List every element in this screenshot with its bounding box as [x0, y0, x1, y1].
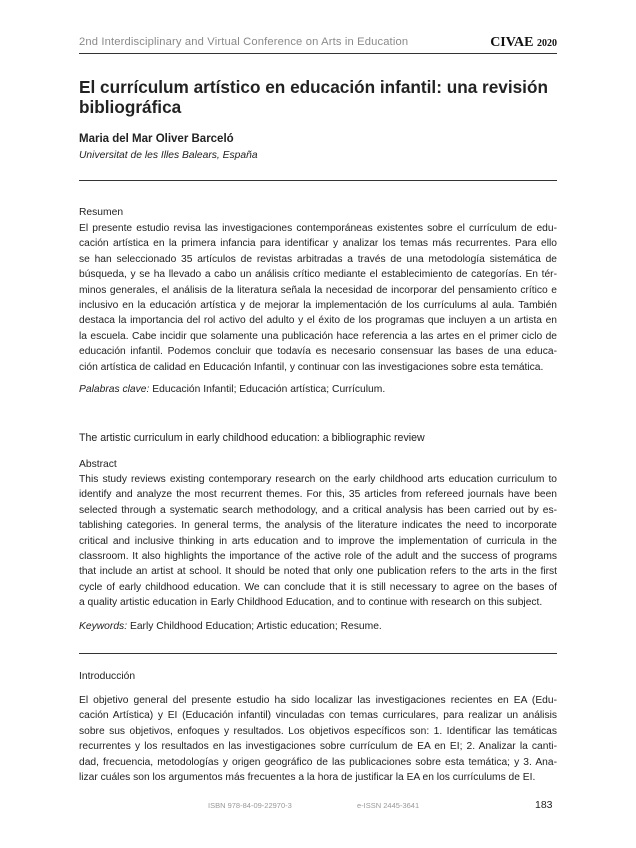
abstract-line: critical and inclusive thinking in arts education and to improve the implementation of curricula in the	[79, 535, 557, 547]
intro-line: lizar cuáles son los argumentos más frecuentes a la hora de justificar la EA en los currículums de EI.	[79, 772, 536, 784]
resumen-line: se han seleccionado 35 artículos de revistas arbitradas a través de una metodología sistemática de	[79, 253, 557, 265]
resumen-line: educación infantil. Podemos concluir que todavía es necesario consensuar las bases de una educa-	[79, 346, 557, 358]
conference-name: 2nd Interdisciplinary and Virtual Conference on Arts in Education	[79, 36, 409, 48]
intro-heading: Introducción	[79, 671, 136, 682]
keywords-label: Palabras clave:	[79, 384, 150, 395]
title-divider	[79, 180, 557, 181]
keywords-label: Keywords:	[79, 621, 128, 632]
intro-line: El objetivo general del presente estudio ha sido localizar las investigaciones recientes en EA (Edu-	[79, 695, 557, 706]
abstract-line: This study reviews existing contemporary research on the early childhood arts education curriculum to	[79, 474, 557, 485]
resumen-line: cación artística en la primera infancia para identificar y analizar los temas más recurrentes. Para ello	[79, 238, 557, 250]
abstract-keywords	[79, 621, 382, 632]
resumen-line: la escuela. Cabe incidir que solamente una publicación hace referencia a las artes en el primer ciclo de	[79, 330, 557, 342]
english-title: The artistic curriculum in early childhood education: a bibliographic review	[79, 432, 425, 444]
resumen-line: búsqueda, y se ha llevado a cabo un análisis crítico mediante el establecimiento de categorías. En tér-	[79, 269, 557, 281]
abstract-heading: Abstract	[79, 459, 117, 470]
abstract-line: a quality artistic education in Early Childhood Education, and to continue with research on this subject.	[79, 597, 543, 609]
intro-text	[79, 693, 557, 785]
resumen-line: destaca la importancia del rol activo del adulto y el éxito de los programas que incluyen a un artista en	[79, 315, 557, 327]
abstract-line: cycle of early childhood education. We can conclude that it is still necessary to agree on the bases of	[79, 581, 557, 593]
keywords-value: Educación Infantil; Educación artística; Currículum.	[152, 384, 386, 395]
abstract-line: that include an artist at school. It should be noted that only one publication refers to the arts in the first	[79, 566, 557, 578]
author-name: Maria del Mar Oliver Barceló	[79, 133, 234, 145]
article-title: El currículum artístico en educación infantil: una revisión bibliográfica	[79, 77, 548, 117]
resumen-line: inclusivo en la educación artística y de mejorar la implementación de los currículums al aula. También	[79, 300, 557, 312]
intro-line: sobre sus objetivos, enfoques y resultados. Los objetivos específicos son: 1. Identificar las temáticas	[79, 725, 557, 737]
intro-line: cación Artística) y EI (Educación infantil) vinculadas con temas curriculares, para realizar un análisis	[79, 710, 557, 722]
logo-year: 2020	[537, 38, 557, 49]
resumen-heading: Resumen	[79, 207, 124, 218]
resumen-line: El presente estudio revisa las investigaciones contemporáneas existentes sobre el currículum de edu-	[79, 223, 557, 234]
abstract-line: selected through a systematic search methodology, and a critical analysis has been carried out by es-	[79, 504, 557, 516]
footer-eissn: e-ISSN 2445-3641	[357, 801, 420, 810]
page-number: 183	[535, 799, 553, 811]
intro-line: dad, frecuencia, metodologías y origen geográfico de las publicaciones sobre esta temática; y 3. Ana-	[79, 756, 557, 768]
resumen-keywords	[79, 384, 385, 395]
intro-line: recurrentes y los resultados en las investigaciones sobre currículum de EA en EI; 2. Analizar la canti-	[79, 741, 557, 753]
footer-isbn: ISBN 978-84-09-22970-3	[208, 801, 292, 810]
abstract-line: classroom. It also highlights the importance of the active role of the adult and the success of programs	[79, 551, 557, 563]
keywords-value: Early Childhood Education; Artistic education; Resume.	[129, 621, 382, 632]
abstract-line: identify and analyze the most recurrent themes. For this, 35 articles from refereed journals have been	[79, 489, 557, 501]
resumen-line: ción artística de calidad en Educación Infantil, y continuar con las investigaciones sobre esta temática.	[79, 361, 544, 373]
resumen-text	[79, 221, 557, 375]
resumen-line: minos generales, el análisis de la literatura señala la necesidad de incorporar del pensamiento crítico e	[79, 284, 557, 296]
section-divider	[79, 653, 557, 654]
header-divider	[79, 53, 557, 54]
abstract-text	[79, 472, 557, 611]
author-affiliation: Universitat de les Illes Balears, España	[79, 150, 258, 161]
abstract-line: tablishing categories. In general terms, the analysis of the literature indicates the need to incorporate	[79, 520, 557, 532]
civae-logo	[490, 35, 557, 51]
logo-text: CIVAE	[490, 35, 534, 50]
conference-header	[79, 35, 557, 53]
